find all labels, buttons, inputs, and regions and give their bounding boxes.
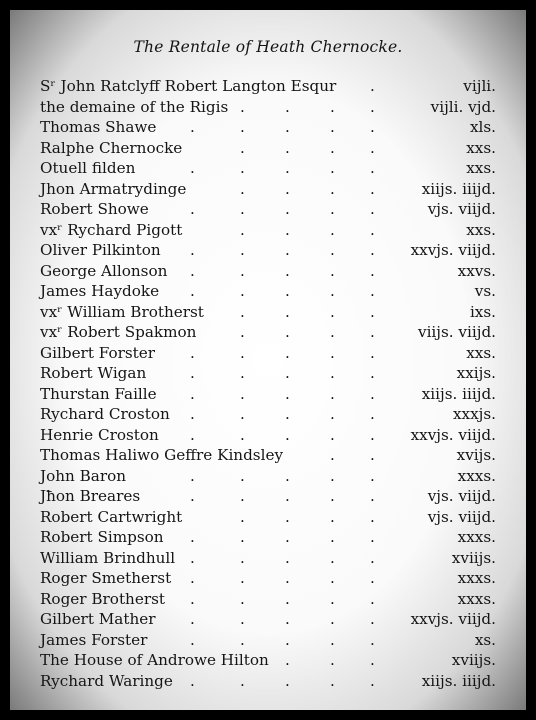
rent-amount: xls. [469,118,496,136]
rental-row: the demaine of the Rigis . . . . vijli. vjd. [40,97,496,116]
rent-amount: xxs. [466,138,496,157]
rental-row: Henrie Croston . . . . . xxvjs. viijd. [40,425,496,444]
tenant-name: Robert Showe [40,200,149,218]
rental-row: Otuell filden . . . . . xxs. [40,159,496,177]
rental-row: William Brindhull . . . . . xviijs. [40,548,496,567]
rental-row: vxʳ Rychard Pigott . . . . xxs. [40,220,496,239]
rental-row: Ralphe Chernocke . . . . xxs. [40,138,496,157]
tenant-name: Thomas Shawe [40,118,157,136]
rent-amount: vs. [474,282,496,300]
rental-row: Rychard Waringe . . . . . xiijs. iiijd. [40,671,496,690]
rental-row: James Forster . . . . . xs. [40,630,496,649]
tenant-name: Gilbert Forster [40,343,156,362]
rental-row: Thomas Shawe . . . . . xls. [40,118,496,136]
page-title: The Rentale of Heath Chernocke. [133,38,403,56]
rental-row: Roger Smetherst . . . . . xxxs. [40,569,496,587]
tenant-name: Robert Cartwright [40,507,183,526]
rent-amount: xviijs. [451,548,496,567]
rent-amount: xxvjs. viijd. [410,610,496,628]
rent-amount: xs. [474,630,496,649]
rent-amount: xxxs. [457,528,496,546]
rent-amount: xvijs. [456,446,496,464]
rental-row: Oliver Pilkinton . . . . . xxvjs. viijd. [40,241,496,259]
rental-row: Robert Cartwright . . . . vjs. viijd. [40,507,496,526]
tenant-name: Robert Wigan [40,364,147,382]
tenant-name: George Allonson [40,261,168,280]
tenant-name: James Haydoke [40,282,160,300]
rent-amount: ixs. [469,302,496,321]
tenant-name: Rychard Waringe [40,671,173,690]
rental-row: vxʳ William Brotherst . . . . ixs. [40,302,496,321]
rent-amount: vjs. viijd. [427,487,496,505]
rental-list [40,76,496,691]
rent-amount: xxxs. [457,589,496,608]
tenant-name: Rychard Croston [40,405,170,423]
tenant-name: Oliver Pilkinton [40,241,161,259]
rental-row: Thurstan Faille . . . . . xiijs. iiijd. [40,384,496,403]
tenant-name: William Brindhull [40,548,176,567]
tenant-name: Jhon Armatrydinge [40,179,187,198]
tenant-name: the demaine of the Rigis [40,97,229,116]
rental-row: George Allonson . . . . . xxvs. [40,261,496,280]
rent-amount: xxxs. [457,569,496,587]
rent-amount: xviijs. [451,651,496,669]
tenant-name: Thurstan Faille [40,384,157,403]
rental-row: Thomas Haliwo Geffre Kindsley . . xvijs. [40,446,496,464]
rental-row: vxʳ Robert Spakmon . . . . viijs. viijd. [40,323,496,341]
rent-amount: xxxs. [457,466,496,485]
tenant-name: Otuell filden [40,159,136,177]
rental-row: Gilbert Forster . . . . . xxs. [40,343,496,362]
document-page [40,38,496,691]
rent-amount: vjs. viijd. [427,200,496,218]
rent-amount: xxvjs. viijd. [410,425,496,444]
rental-row: James Haydoke . . . . . vs. [40,282,496,300]
tenant-name: Henrie Croston [40,425,159,444]
rental-row: Gilbert Mather . . . . . xxvjs. viijd. [40,610,496,628]
rent-amount: vijli. vjd. [430,97,496,116]
rental-row: Robert Simpson . . . . . xxxs. [40,528,496,546]
rent-amount: vjs. viijd. [427,507,496,526]
rental-row: Rychard Croston . . . . . xxxjs. [40,405,496,423]
tenant-name: Roger Smetherst [40,569,172,587]
tenant-name: Ralphe Chernocke [40,138,183,157]
rent-amount: xxvs. [457,261,496,280]
rent-amount: xiijs. iiijd. [421,671,496,690]
rent-amount: xxxjs. [452,405,496,423]
tenant-name: Sʳ John Ratclyff Robert Langton Esqur [40,77,337,95]
rental-row: Jhon Armatrydinge . . . . xiijs. iiijd. [40,179,496,198]
rental-row: John Baron . . . . . xxxs. [40,466,496,485]
rent-amount: xxvjs. viijd. [410,241,496,259]
tenant-name: The House of Androwe Hilton [40,651,269,669]
tenant-name: Roger Brotherst [40,589,165,608]
rent-amount: xiijs. iiijd. [421,384,496,403]
rent-amount: xxs. [466,220,496,239]
tenant-name: Gilbert Mather [40,610,156,628]
rent-amount: viijs. viijd. [417,323,496,341]
rental-row: Jħon Breares . . . . . vjs. viijd. [40,487,496,505]
tenant-name: James Forster [40,630,148,649]
rent-amount: xxs. [466,343,496,362]
rental-row: The House of Androwe Hilton . . . xviijs. [40,651,496,669]
rent-amount: xxs. [466,159,496,177]
tenant-name: Thomas Haliwo Geffre Kindsley [40,446,284,464]
tenant-name: Jħon Breares [40,487,141,505]
rental-row: Robert Wigan . . . . . xxijs. [40,364,496,382]
rent-amount: xxijs. [456,364,496,382]
tenant-name: vxʳ William Brotherst [40,302,204,321]
rental-row: Roger Brotherst . . . . . xxxs. [40,589,496,608]
tenant-name: vxʳ Rychard Pigott [40,220,183,239]
tenant-name: Robert Simpson [40,528,164,546]
tenant-name: John Baron [40,466,127,485]
tenant-name: vxʳ Robert Spakmon [40,323,197,341]
rental-row: Sʳ John Ratclyff Robert Langton Esqur . vijli. [40,77,496,95]
rent-amount: xiijs. iiijd. [421,179,496,198]
page-frame [10,10,526,710]
rental-row: Robert Showe . . . . . vjs. viijd. [40,200,496,218]
rent-amount: vijli. [463,77,496,95]
